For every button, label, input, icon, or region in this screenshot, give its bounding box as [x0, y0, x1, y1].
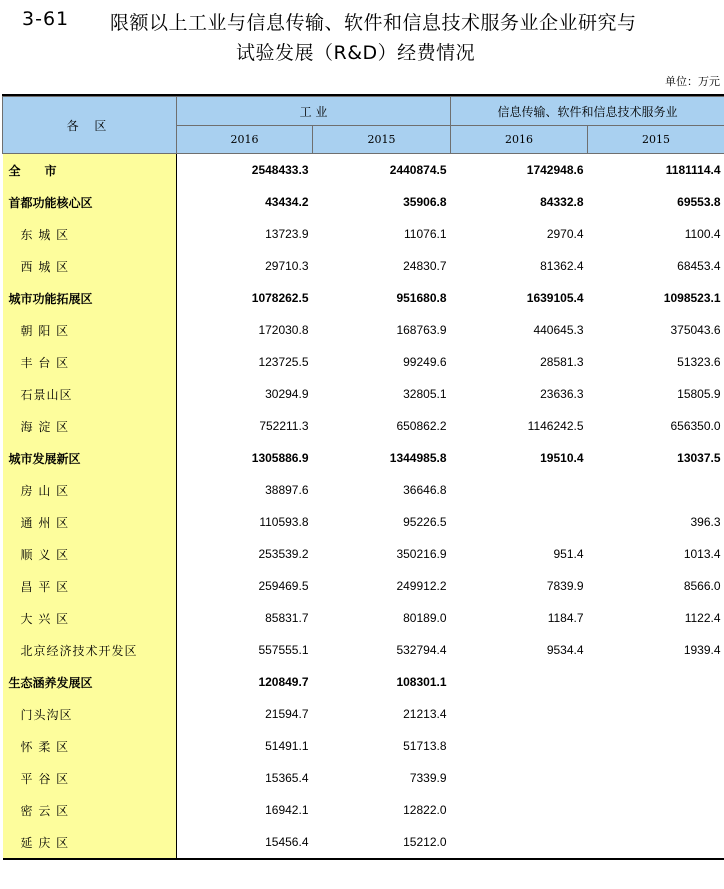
table-row	[3, 570, 724, 602]
table-row	[3, 218, 724, 250]
value-cell: 2548433.3	[251, 163, 309, 177]
table-row	[3, 314, 724, 346]
table-body	[3, 154, 724, 860]
table-row	[3, 378, 724, 410]
value-cell: 51323.6	[677, 355, 721, 369]
value-cell	[588, 762, 724, 794]
value-cell: 1100.4	[684, 227, 721, 241]
value-cell: 168763.9	[396, 323, 447, 337]
table-row	[3, 506, 724, 538]
value-cell: 1639105.4	[526, 291, 584, 305]
value-cell	[451, 506, 588, 538]
table-row	[3, 474, 724, 506]
value-cell: 350216.9	[396, 547, 447, 561]
year-header: 2016	[451, 126, 588, 154]
table-number: 3-61	[22, 8, 70, 30]
value-cell	[451, 474, 588, 506]
value-cell: 1146242.5	[527, 419, 584, 433]
year-header: 2015	[313, 126, 451, 154]
value-cell: 259469.5	[258, 579, 309, 593]
value-cell	[451, 794, 588, 826]
value-cell: 396.3	[690, 515, 721, 529]
value-cell: 68453.4	[677, 259, 721, 273]
value-cell: 1939.4	[683, 643, 721, 657]
region-name-cell: 房 山 区	[3, 474, 177, 506]
value-cell: 1122.4	[684, 611, 721, 625]
value-cell: 36646.8	[403, 483, 447, 497]
value-cell: 1184.7	[547, 611, 584, 625]
value-cell: 21594.7	[265, 707, 309, 721]
value-cell: 16942.1	[265, 803, 309, 817]
region-name-cell: 朝 阳 区	[3, 314, 177, 346]
value-cell: 1181114.4	[665, 163, 721, 177]
value-cell	[451, 666, 588, 698]
region-name-cell: 平 谷 区	[3, 762, 177, 794]
value-cell: 951680.8	[396, 291, 447, 305]
region-name-cell: 城市功能拓展区	[3, 282, 177, 314]
value-cell: 43434.2	[265, 195, 309, 209]
region-name-cell: 石景山区	[3, 378, 177, 410]
value-cell: 1098523.1	[663, 291, 721, 305]
value-cell: 23636.3	[540, 387, 584, 401]
table-title-line-2: 试验发展（R&D）经费情况	[236, 42, 476, 64]
value-cell: 13037.5	[677, 451, 721, 465]
unit-label: 单位：万元	[665, 75, 720, 88]
value-cell: 51713.8	[403, 739, 447, 753]
table-title-line-1: 限额以上工业与信息传输、软件和信息技术服务业企业研究与	[110, 12, 637, 34]
value-cell: 249912.2	[396, 579, 447, 593]
region-column-header: 各 区	[3, 97, 177, 154]
value-cell: 650862.2	[396, 419, 447, 433]
table-row	[3, 602, 724, 634]
value-cell: 84332.8	[540, 195, 584, 209]
value-cell: 2440874.5	[389, 163, 447, 177]
region-name-cell: 东 城 区	[3, 218, 177, 250]
table-row	[3, 826, 724, 859]
table-row	[3, 762, 724, 794]
value-cell: 440645.3	[533, 323, 584, 337]
value-cell: 19510.4	[540, 451, 584, 465]
year-header: 2016	[177, 126, 313, 154]
value-cell	[451, 698, 588, 730]
table-row	[3, 154, 724, 187]
value-cell: 120849.7	[258, 675, 309, 689]
value-cell: 51491.1	[265, 739, 309, 753]
value-cell: 2970.4	[546, 227, 584, 241]
rd-expenditure-table	[2, 96, 724, 860]
region-name-cell: 北京经济技术开发区	[3, 634, 177, 666]
value-cell: 8566.0	[683, 579, 721, 593]
value-cell: 80189.0	[403, 611, 447, 625]
value-cell: 15805.9	[677, 387, 721, 401]
region-name-cell: 延 庆 区	[3, 826, 177, 859]
table-row	[3, 410, 724, 442]
value-cell: 7339.9	[409, 771, 447, 785]
value-cell: 108301.1	[396, 675, 447, 689]
region-name-cell: 密 云 区	[3, 794, 177, 826]
value-cell: 9534.4	[546, 643, 584, 657]
table-row	[3, 250, 724, 282]
region-name-cell: 门头沟区	[3, 698, 177, 730]
value-cell: 123725.5	[258, 355, 309, 369]
value-cell: 95226.5	[403, 515, 447, 529]
table-row	[3, 186, 724, 218]
table-row	[3, 538, 724, 570]
value-cell: 752211.3	[259, 419, 309, 433]
region-name-cell: 大 兴 区	[3, 602, 177, 634]
region-name-cell: 生态涵养发展区	[3, 666, 177, 698]
region-name-cell: 全 市	[3, 154, 177, 187]
value-cell	[588, 474, 724, 506]
table-row	[3, 794, 724, 826]
table-row	[3, 698, 724, 730]
region-name-cell: 顺 义 区	[3, 538, 177, 570]
region-name-cell: 西 城 区	[3, 250, 177, 282]
value-cell: 172030.8	[258, 323, 309, 337]
value-cell: 81362.4	[540, 259, 584, 273]
value-cell	[588, 730, 724, 762]
value-cell	[588, 794, 724, 826]
value-cell: 375043.6	[670, 323, 721, 337]
value-cell: 28581.3	[540, 355, 584, 369]
value-cell: 24830.7	[403, 259, 447, 273]
table-row	[3, 442, 724, 474]
year-header: 2015	[588, 126, 724, 154]
value-cell: 1742948.6	[526, 163, 584, 177]
value-cell: 35906.8	[403, 195, 447, 209]
value-cell: 32805.1	[403, 387, 447, 401]
value-cell	[451, 762, 588, 794]
table-row	[3, 634, 724, 666]
value-cell: 1078262.5	[251, 291, 309, 305]
value-cell: 532794.4	[396, 643, 447, 657]
value-cell: 30294.9	[265, 387, 309, 401]
value-cell: 21213.4	[403, 707, 447, 721]
value-cell: 13723.9	[265, 227, 309, 241]
value-cell: 557555.1	[258, 643, 309, 657]
table-row	[3, 666, 724, 698]
value-cell: 15365.4	[265, 771, 309, 785]
value-cell: 29710.3	[265, 259, 309, 273]
value-cell	[451, 730, 588, 762]
value-cell: 1305886.9	[251, 451, 309, 465]
table-row	[3, 730, 724, 762]
value-cell: 656350.0	[670, 419, 721, 433]
value-cell: 99249.6	[403, 355, 447, 369]
value-cell	[451, 826, 588, 859]
it-services-group-header: 信息传输、软件和信息技术服务业	[451, 97, 724, 126]
region-name-cell: 通 州 区	[3, 506, 177, 538]
value-cell	[588, 666, 724, 698]
value-cell: 7839.9	[546, 579, 584, 593]
region-name-cell: 海 淀 区	[3, 410, 177, 442]
value-cell: 69553.8	[677, 195, 721, 209]
region-name-cell: 昌 平 区	[3, 570, 177, 602]
value-cell: 1344985.8	[389, 451, 447, 465]
value-cell: 12822.0	[403, 803, 447, 817]
value-cell: 110593.8	[259, 515, 309, 529]
value-cell: 15456.4	[177, 826, 313, 859]
region-name-cell: 首都功能核心区	[3, 186, 177, 218]
value-cell: 38897.6	[265, 483, 309, 497]
region-name-cell: 怀 柔 区	[3, 730, 177, 762]
region-name-cell: 丰 台 区	[3, 346, 177, 378]
industry-group-header: 工 业	[177, 97, 451, 126]
value-cell: 1013.4	[683, 547, 721, 561]
value-cell: 11076.1	[404, 227, 447, 241]
value-cell: 253539.2	[258, 547, 309, 561]
value-cell	[588, 698, 724, 730]
value-cell: 85831.7	[265, 611, 309, 625]
region-name-cell: 城市发展新区	[3, 442, 177, 474]
value-cell: 951.4	[553, 547, 584, 561]
table-row	[3, 282, 724, 314]
value-cell	[588, 826, 724, 859]
table-row	[3, 346, 724, 378]
value-cell: 15212.0	[313, 826, 451, 859]
